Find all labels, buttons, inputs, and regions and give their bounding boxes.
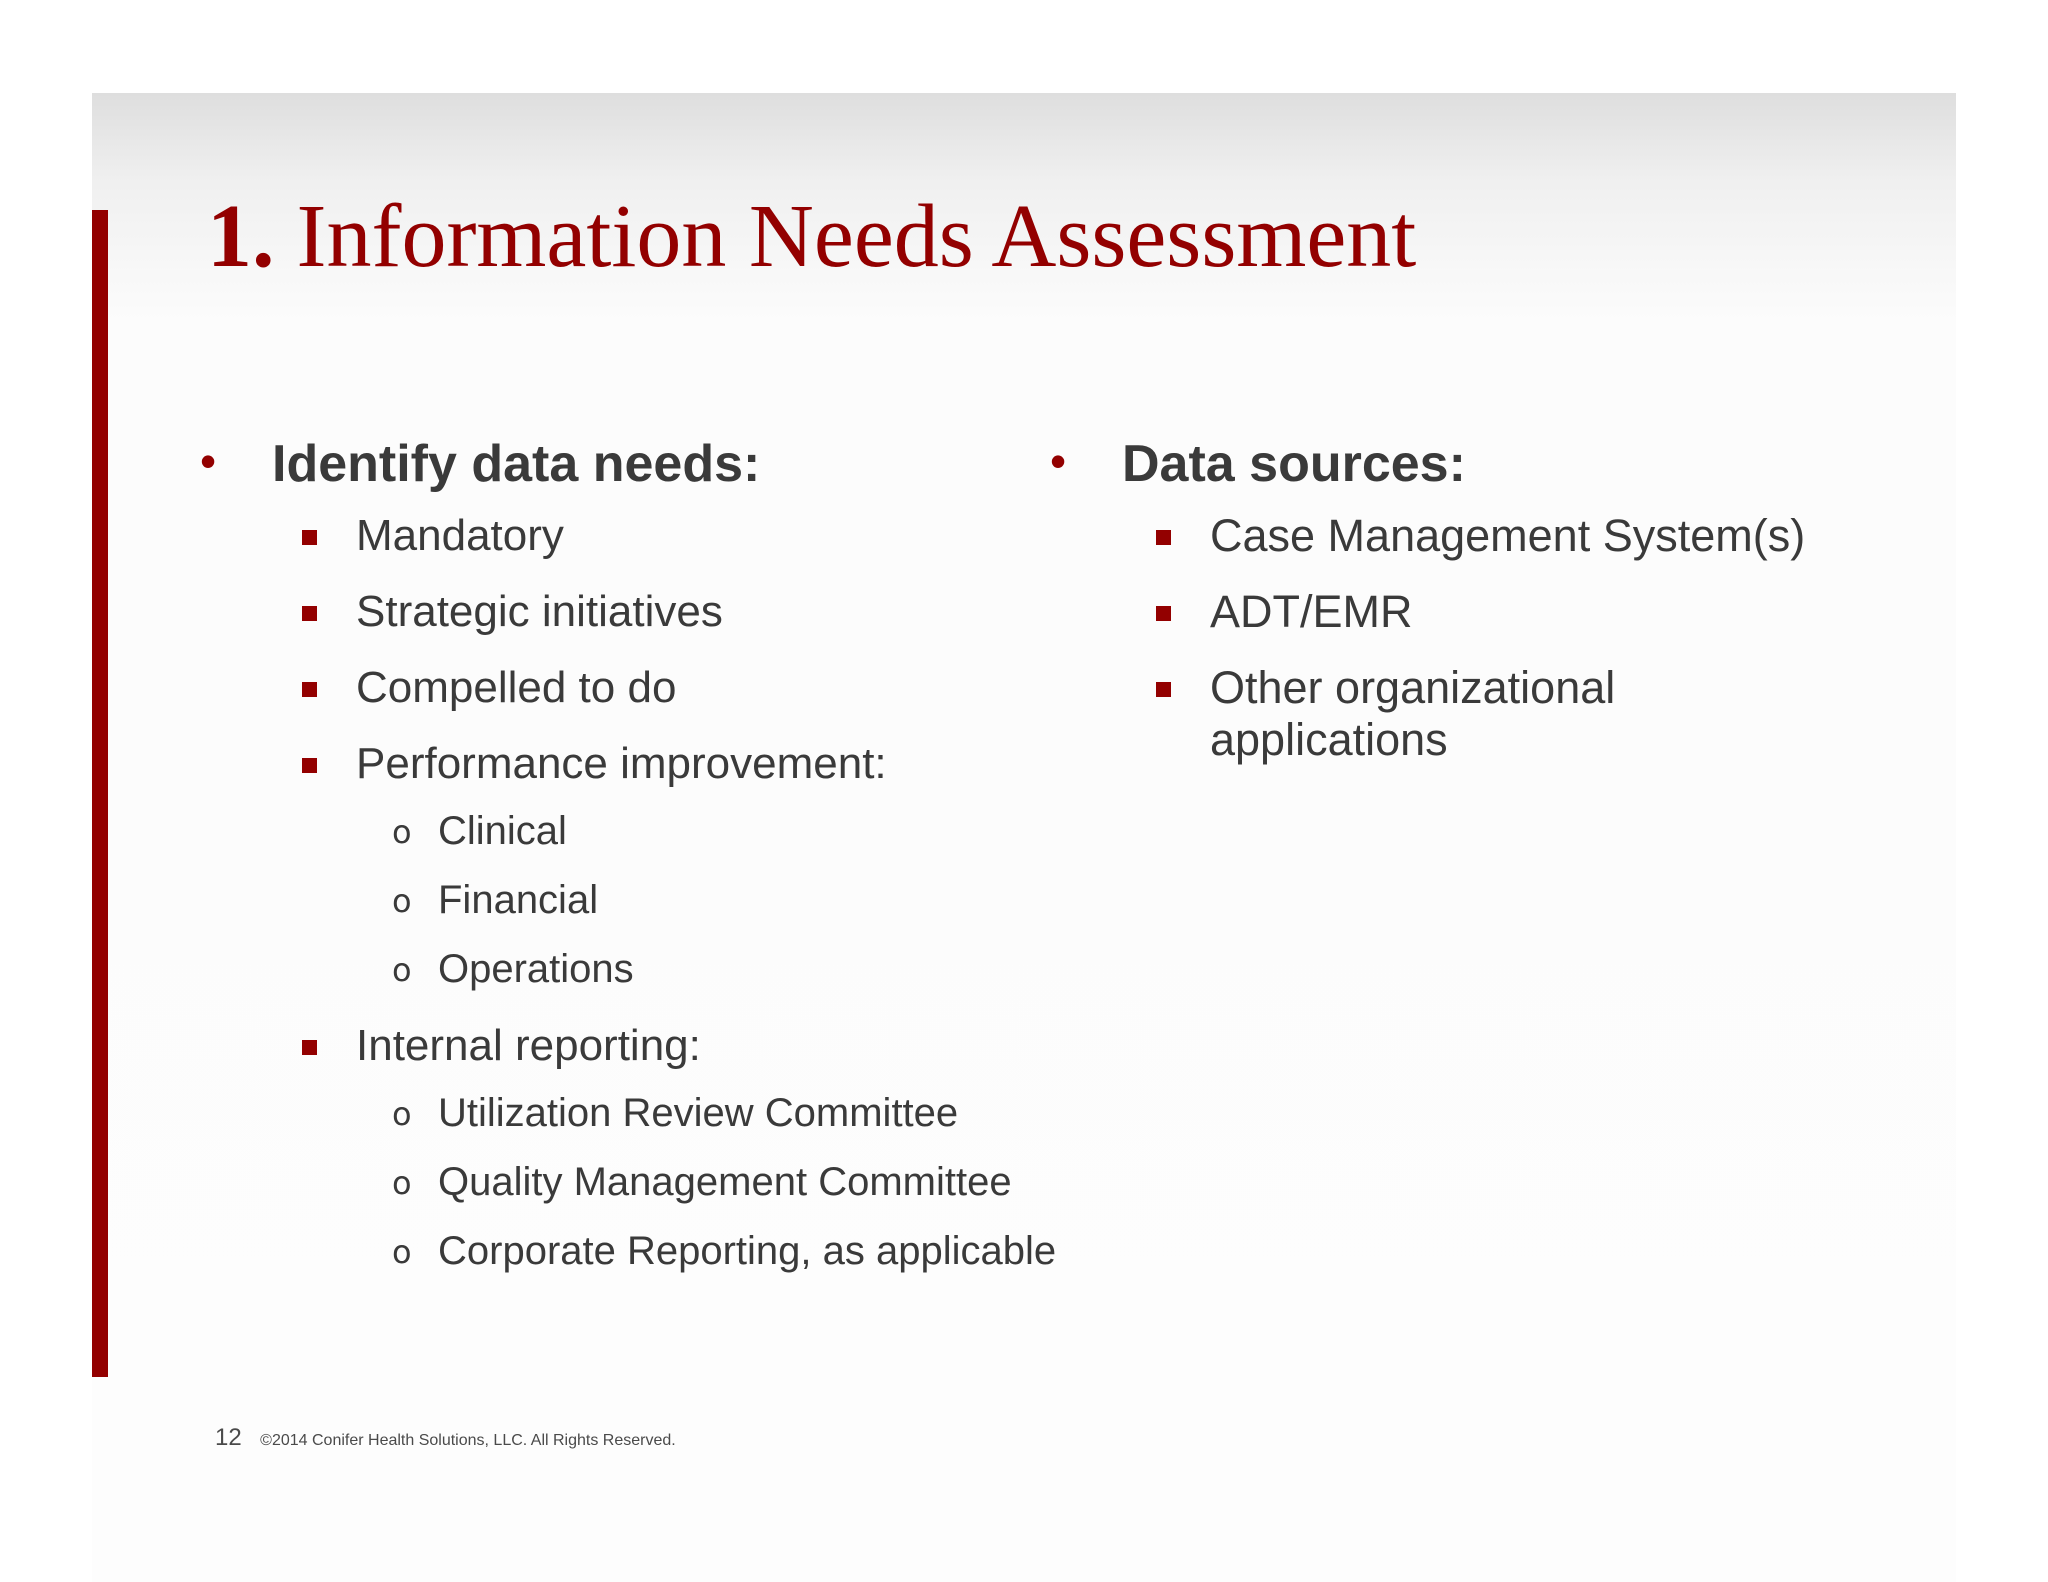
list-item-internal-reporting — [200, 1020, 1040, 1072]
list-item-label: ADT/EMR — [1210, 586, 1413, 637]
square-bullet-icon — [1156, 530, 1171, 545]
list-item-label: Strategic initiatives — [356, 587, 723, 636]
circle-bullet-icon: o — [392, 1095, 412, 1133]
square-bullet-icon — [302, 1040, 317, 1055]
list-item-label: Other organizational applications — [1210, 662, 1616, 765]
left-heading-bullet: • — [200, 435, 217, 487]
sub-item-label: Utilization Review Committee — [438, 1091, 959, 1135]
sub-item-label: Clinical — [438, 809, 567, 853]
accent-bar — [92, 210, 108, 1377]
right-heading: Data sources: — [1122, 435, 1466, 493]
sub-item-clinical — [200, 804, 1040, 858]
square-bullet-icon — [302, 682, 317, 697]
slide-title — [207, 187, 1417, 286]
square-bullet-icon — [302, 530, 317, 545]
list-item-label: Internal reporting: — [356, 1021, 701, 1070]
sub-item-label: Operations — [438, 947, 634, 991]
right-heading-bullet: • — [1050, 435, 1067, 487]
copyright-text: ©2014 Conifer Health Solutions, LLC. All Rights Reserved. — [260, 1432, 676, 1449]
list-item-adt-emr — [1050, 586, 1910, 638]
square-bullet-icon — [1156, 682, 1171, 697]
title-text: Information Needs Assessment — [296, 187, 1417, 286]
square-bullet-icon — [302, 606, 317, 621]
circle-bullet-icon: o — [392, 951, 412, 989]
list-item-strategic-initiatives — [200, 586, 1040, 638]
list-item-label: Performance improvement: — [356, 739, 887, 788]
sub-item-label: Financial — [438, 878, 599, 922]
sub-item-label: Quality Management Committee — [438, 1160, 1012, 1204]
list-item-label: Mandatory — [356, 511, 564, 560]
sub-item-corporate-reporting — [200, 1224, 1128, 1278]
left-column — [200, 430, 1057, 1293]
circle-bullet-icon: o — [392, 1164, 412, 1202]
list-item-other-applications — [1050, 662, 1750, 766]
sub-item-operations — [200, 942, 1040, 996]
circle-bullet-icon: o — [392, 882, 412, 920]
left-heading: Identify data needs: — [272, 435, 761, 493]
list-item-case-management — [1050, 510, 1910, 562]
footer — [215, 1424, 676, 1452]
sub-item-label: Corporate Reporting, as applicable — [438, 1229, 1057, 1273]
sub-item-financial — [200, 873, 1040, 927]
square-bullet-icon — [302, 758, 317, 773]
right-column — [1050, 430, 1910, 790]
list-item-label: Compelled to do — [356, 663, 677, 712]
title-number: 1. — [207, 187, 275, 286]
list-item-compelled — [200, 662, 1040, 714]
left-heading-row — [200, 430, 1040, 510]
sub-item-utilization-review — [200, 1086, 1040, 1140]
circle-bullet-icon: o — [392, 813, 412, 851]
sub-item-quality-management — [200, 1155, 1038, 1209]
square-bullet-icon — [1156, 606, 1171, 621]
circle-bullet-icon: o — [392, 1233, 412, 1271]
right-heading-row — [1050, 430, 1910, 510]
list-item-label: Case Management System(s) — [1210, 510, 1806, 561]
page-number: 12 — [215, 1424, 242, 1451]
list-item-mandatory — [200, 510, 1040, 562]
list-item-performance-improvement — [200, 738, 1040, 790]
